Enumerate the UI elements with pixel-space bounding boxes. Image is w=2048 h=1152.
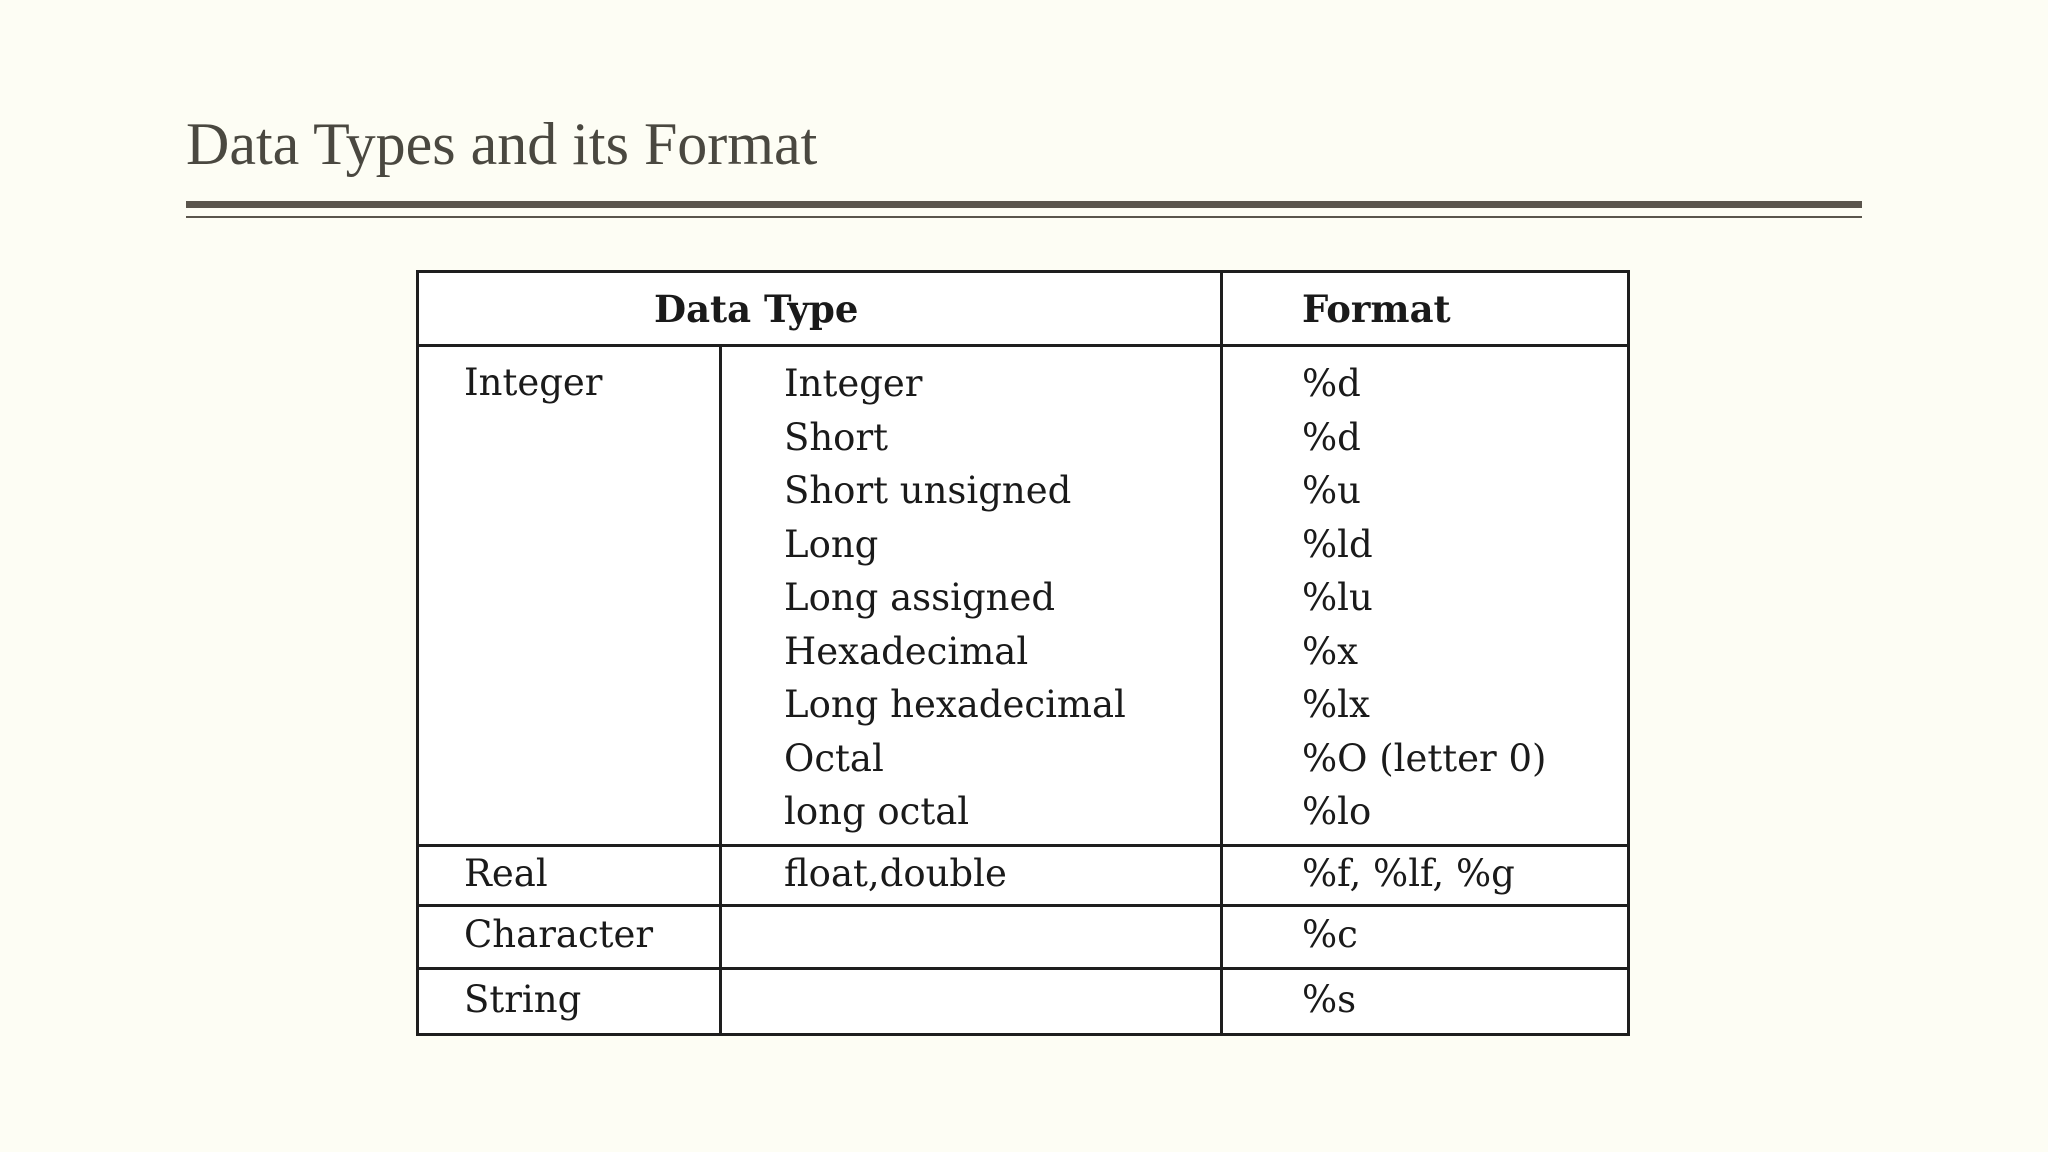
- format-real: %f, %lf, %g: [1302, 852, 1515, 895]
- header-format: Format: [1302, 287, 1451, 331]
- format-integer: %d: [1302, 362, 1361, 405]
- format-octal: %O (letter 0): [1302, 736, 1547, 780]
- category-real: Real: [464, 852, 548, 895]
- subtype-short-unsigned: Short unsigned: [784, 469, 1072, 512]
- row-divider-string: [419, 967, 1627, 970]
- category-integer: Integer: [464, 361, 603, 404]
- format-string: %s: [1302, 978, 1357, 1021]
- page-title: Data Types and its Format: [186, 111, 818, 177]
- row-divider-character: [419, 904, 1627, 907]
- col-divider-format: [1220, 273, 1223, 1033]
- col-divider-category: [719, 344, 722, 1033]
- format-hexadecimal: %x: [1302, 629, 1359, 673]
- subtype-hexadecimal: Hexadecimal: [784, 629, 1029, 673]
- subtype-long: Long: [784, 522, 879, 566]
- header-divider: [419, 344, 1627, 347]
- format-long-octal: %lo: [1302, 790, 1372, 833]
- header-data-type: Data Type: [654, 287, 859, 331]
- format-short-unsigned: %u: [1302, 469, 1361, 512]
- subtype-octal: Octal: [784, 736, 884, 780]
- format-long-hexadecimal: %lx: [1302, 683, 1370, 726]
- category-string: String: [464, 978, 582, 1021]
- format-character: %c: [1302, 913, 1358, 956]
- integer-subtype-list: [784, 357, 1126, 839]
- subtype-real: float,double: [784, 852, 1007, 895]
- row-divider-real: [419, 844, 1627, 847]
- format-long: %ld: [1302, 522, 1373, 566]
- category-character: Character: [464, 913, 654, 956]
- subtype-long-hexadecimal: Long hexadecimal: [784, 683, 1126, 726]
- subtype-integer: Integer: [784, 362, 923, 405]
- title-rule-thick: [186, 201, 1862, 208]
- subtype-long-assigned: Long assigned: [784, 576, 1056, 619]
- format-short: %d: [1302, 415, 1361, 459]
- integer-format-list: [1302, 357, 1546, 839]
- data-types-table: [416, 270, 1630, 1036]
- subtype-short: Short: [784, 415, 889, 459]
- subtype-long-octal: long octal: [784, 790, 970, 833]
- format-long-assigned: %lu: [1302, 576, 1373, 619]
- title-rule-thin: [186, 216, 1862, 218]
